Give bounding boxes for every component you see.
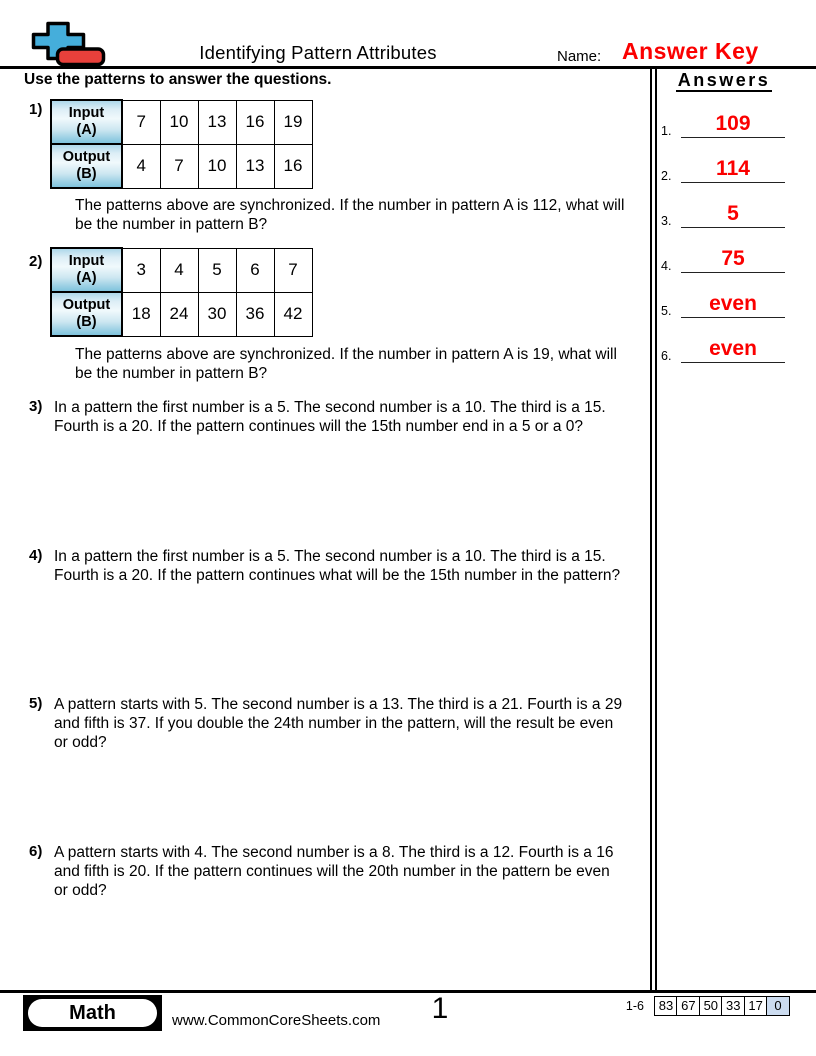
input-label: Input	[68, 104, 105, 121]
score-range-label: 1-6	[625, 999, 644, 1013]
input-row	[51, 248, 312, 292]
instructions-text: Use the patterns to answer the questions.	[24, 71, 332, 88]
input-header-cell	[51, 100, 122, 144]
question-5-number: 5)	[29, 695, 43, 712]
answer-number: 5.	[661, 304, 672, 318]
output-row	[51, 144, 312, 188]
question-3-number: 3)	[29, 398, 43, 415]
answer-number: 4.	[661, 259, 672, 273]
answer-value: 114	[681, 157, 785, 183]
answers-heading-text: Answers	[677, 70, 771, 90]
answer-number: 1.	[661, 124, 672, 138]
math-badge-label: Math	[69, 1002, 116, 1024]
question-1-text	[75, 196, 645, 234]
answer-item-1	[656, 111, 794, 138]
score-table	[654, 996, 790, 1016]
answer-number: 6.	[661, 349, 672, 363]
answer-item-5	[656, 291, 794, 318]
answer-item-3	[656, 201, 794, 228]
output-header-cell	[51, 144, 122, 188]
output-label: Output	[62, 148, 111, 165]
question-6-text	[54, 843, 649, 900]
question-text-line: or odd?	[54, 882, 107, 899]
question-4-text	[54, 547, 644, 585]
question-2-number: 2)	[29, 253, 43, 270]
question-4-number: 4)	[29, 547, 43, 564]
question-text-line: The patterns above are synchronized. If the number in pattern A is 19, what will	[75, 346, 617, 363]
minus-icon	[58, 49, 104, 65]
output-value-cell: 4	[122, 144, 160, 188]
score-cell: 17	[744, 996, 768, 1016]
question-text-line: and fifth is 20. If the pattern continues will the 20th number in the pattern be even	[54, 863, 610, 880]
output-value-cell: 42	[274, 292, 312, 336]
answer-key-label: Answer Key	[622, 38, 759, 64]
question-5-text	[54, 695, 649, 752]
question-text-line: be the number in pattern B?	[75, 216, 268, 233]
output-value-cell: 24	[160, 292, 198, 336]
page-number: 1	[431, 992, 449, 1025]
score-cell: 33	[721, 996, 745, 1016]
answer-value: even	[681, 292, 785, 318]
output-value-cell: 18	[122, 292, 160, 336]
question-text-line: and fifth is 37. If you double the 24th number in the pattern, will the result be even	[54, 715, 614, 732]
page-title: Identifying Pattern Attributes	[199, 42, 437, 63]
input-value-cell: 4	[160, 248, 198, 292]
input-value-cell: 16	[236, 100, 274, 144]
score-cell-highlighted: 0	[766, 996, 790, 1016]
answer-item-6	[656, 336, 794, 363]
name-label: Name:	[557, 48, 602, 65]
input-value-cell: 6	[236, 248, 274, 292]
output-sub-label: (B)	[76, 314, 97, 330]
question-text-line: The patterns above are synchronized. If the number in pattern A is 112, what will	[75, 197, 625, 214]
output-value-cell: 16	[274, 144, 312, 188]
output-value-cell: 36	[236, 292, 274, 336]
answer-value: 5	[681, 202, 785, 228]
question-text-line: In a pattern the first number is a 5. The second number is a 10. The third is a 15.	[54, 548, 606, 565]
score-cell: 83	[654, 996, 678, 1016]
question-text-line: Fourth is a 20. If the pattern continues will the 15th number end in a 5 or a 0?	[54, 418, 584, 435]
plus-minus-logo	[31, 21, 107, 67]
question-2-text	[75, 345, 645, 383]
answer-value: 75	[681, 247, 785, 273]
input-sub-label: (A)	[76, 122, 97, 138]
input-value-cell: 5	[198, 248, 236, 292]
answers-heading	[660, 70, 788, 91]
output-value-cell: 30	[198, 292, 236, 336]
question-text-line: A pattern starts with 5. The second number is a 13. The third is a 21. Fourth is a 29	[54, 696, 623, 713]
question-6-number: 6)	[29, 843, 43, 860]
input-value-cell: 19	[274, 100, 312, 144]
answer-value: 109	[681, 112, 785, 138]
header-divider	[0, 66, 816, 69]
input-value-cell: 7	[122, 100, 160, 144]
output-value-cell: 7	[160, 144, 198, 188]
input-value-cell: 10	[160, 100, 198, 144]
input-value-cell: 13	[198, 100, 236, 144]
output-label: Output	[62, 296, 111, 313]
answer-number: 3.	[661, 214, 672, 228]
score-cell: 67	[676, 996, 700, 1016]
input-row	[51, 100, 312, 144]
answer-value: even	[681, 337, 785, 363]
answer-item-4	[656, 246, 794, 273]
pattern-table-2	[50, 247, 313, 337]
question-text-line: In a pattern the first number is a 5. The second number is a 10. The third is a 15.	[54, 399, 606, 416]
question-text-line: Fourth is a 20. If the pattern continues what will be the 15th number in the pattern?	[54, 567, 621, 584]
score-cell: 50	[699, 996, 723, 1016]
answer-item-2	[656, 156, 794, 183]
website-url: www.CommonCoreSheets.com	[172, 1012, 381, 1029]
output-row	[51, 292, 312, 336]
math-badge	[23, 995, 162, 1031]
output-value-cell: 13	[236, 144, 274, 188]
input-label: Input	[68, 252, 105, 269]
input-sub-label: (A)	[76, 270, 97, 286]
question-3-text	[54, 398, 644, 436]
input-value-cell: 7	[274, 248, 312, 292]
input-value-cell: 3	[122, 248, 160, 292]
question-1-number: 1)	[29, 101, 43, 118]
output-sub-label: (B)	[76, 166, 97, 182]
output-header-cell	[51, 292, 122, 336]
question-text-line: or odd?	[54, 734, 107, 751]
answer-number: 2.	[661, 169, 672, 183]
output-value-cell: 10	[198, 144, 236, 188]
pattern-table-1	[50, 99, 313, 189]
question-text-line: A pattern starts with 4. The second number is a 8. The third is a 12. Fourth is a 16	[54, 844, 614, 861]
question-text-line: be the number in pattern B?	[75, 365, 268, 382]
math-badge-pill	[28, 999, 157, 1027]
input-header-cell	[51, 248, 122, 292]
